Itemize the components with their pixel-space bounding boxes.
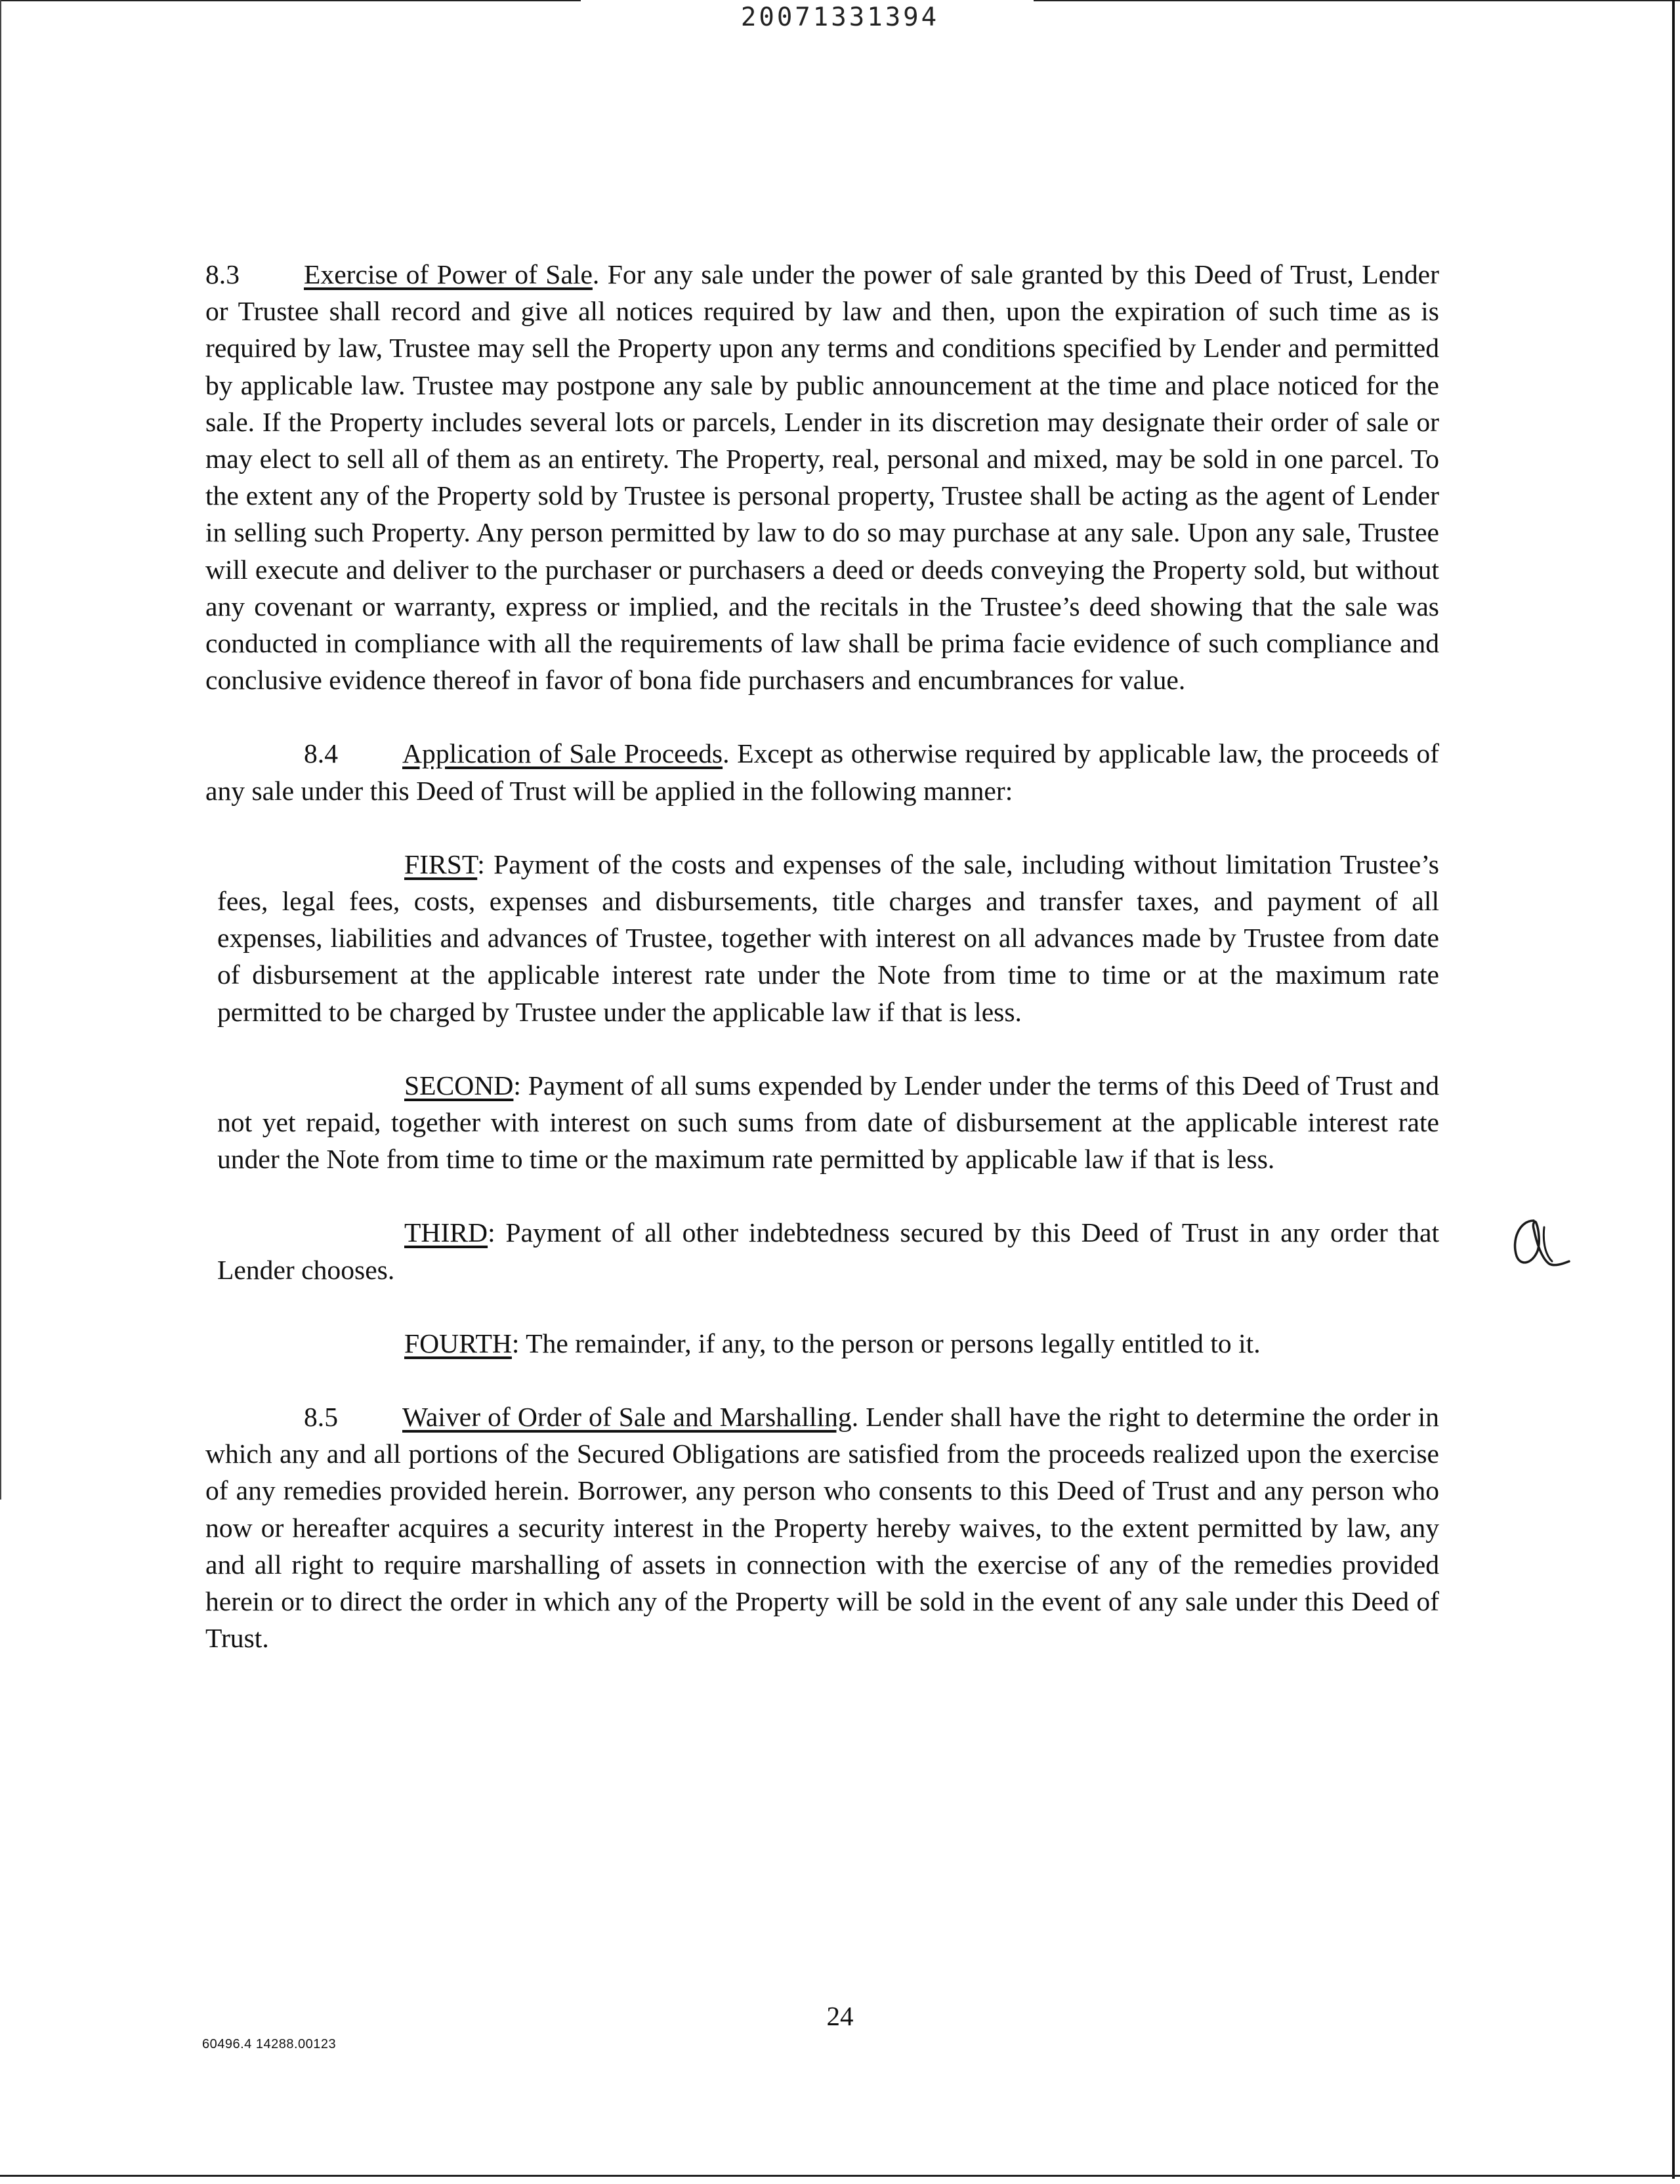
scan-border-top-right xyxy=(1034,0,1680,1)
scan-border-left xyxy=(0,0,1,1500)
section-8-4 xyxy=(205,735,1439,808)
item-text: : Payment of all other indebtedness secured by this Deed of Trust in any order that Lender chooses. xyxy=(217,1217,1439,1285)
document-id: 60496.4 14288.00123 xyxy=(202,2037,337,2051)
item-label: THIRD xyxy=(404,1217,488,1248)
section-text: . Except as otherwise required by applicable law, the proceeds of any sale under this Deed of Trust will be applied in the following manner: xyxy=(205,738,1439,806)
section-title: Waiver of Order of Sale and Marshalling xyxy=(402,1402,852,1433)
page-number: 24 xyxy=(826,2001,854,2031)
section-title: Exercise of Power of Sale xyxy=(304,259,593,289)
item-label: SECOND xyxy=(404,1070,514,1101)
item-text: : Payment of all sums expended by Lender under the terms of this Deed of Trust and not yet repaid, together with interest on such sums from date of disbursement at the applicable interest rate under the Note from time to time or the maximum rate permitted by applicable law if that is less. xyxy=(217,1070,1439,1175)
section-number: 8.4 xyxy=(304,738,338,769)
scan-border-top-left xyxy=(0,0,581,1)
document-body xyxy=(205,256,1439,1657)
section-8-3 xyxy=(205,256,1439,698)
section-number: 8.3 xyxy=(205,259,240,289)
proceeds-item-fourth xyxy=(217,1325,1439,1362)
proceeds-item-third xyxy=(217,1214,1439,1288)
section-8-5 xyxy=(205,1398,1439,1656)
proceeds-item-first xyxy=(217,846,1439,1030)
item-text: : The remainder, if any, to the person or persons legally entitled to it. xyxy=(511,1328,1261,1358)
section-text: . For any sale under the power of sale granted by this Deed of Trust, Lender or Trustee shall record and give all notices required by law and then, upon the expiration of such time as is required by law, Trustee may sell the Property upon any terms and conditions specified by Lender and permitted by applicable law. Trustee may postpone any sale by public announcement at the time and place noticed for the sale. If the Property includes several lots or parcels, Lender in its discretion may designate their order of sale or may elect to sell all of them as an entirety. The Property, real, personal and mixed, may be sold in one parcel. To the extent any of the Property sold by Trustee is personal property, Trustee shall be acting as the agent of Lender in selling such Property. Any person permitted by law to do so may purchase at any sale. Upon any sale, Trustee will execute and deliver to the purchaser or purchasers a deed or deeds conveying the Property sold, but without any covenant or warranty, express or implied, and the recitals in the Trustee’s deed showing that the sale was conducted in compliance with all the requirements of law shall be prima facie evidence of such compliance and conclusive evidence thereof in favor of bona fide purchasers and encumbrances for value. xyxy=(205,259,1439,696)
item-text: : Payment of the costs and expenses of the sale, including without limitation Trustee’s fees, legal fees, costs, expenses and disbursements, title charges and transfer taxes, and payment of all expenses, liabilities and advances of Trustee, together with interest on all advances made by Trustee from date of disbursement at the applicable interest rate under the Note from time to time or at the maximum rate permitted to be charged by Trustee under the applicable law if that is less. xyxy=(217,849,1439,1027)
section-title: Application of Sale Proceeds xyxy=(402,738,723,769)
item-label: FIRST xyxy=(404,849,478,879)
recording-number: 20071331394 xyxy=(740,3,940,32)
scan-border-bottom xyxy=(0,2175,1680,2177)
section-number: 8.5 xyxy=(304,1402,338,1433)
handwritten-initials-icon xyxy=(1506,1201,1572,1273)
section-text: . Lender shall have the right to determine the order in which any and all portions of the Secured Obligations are satisfied from the proceeds realized upon the exercise of any remedies provided herein. Borrower, any person who consents to this Deed of Trust and any person who now or hereafter acquires a security interest in the Property hereby waives, to the extent permitted by law, any and all right to require marshalling of assets in connection with the exercise of any of the remedies provided herein or to direct the order in which any of the Property will be sold in the event of any sale under this Deed of Trust. xyxy=(205,1402,1439,1654)
scan-border-right xyxy=(1672,0,1675,2179)
item-label: FOURTH xyxy=(404,1328,512,1358)
proceeds-item-second xyxy=(217,1067,1439,1178)
